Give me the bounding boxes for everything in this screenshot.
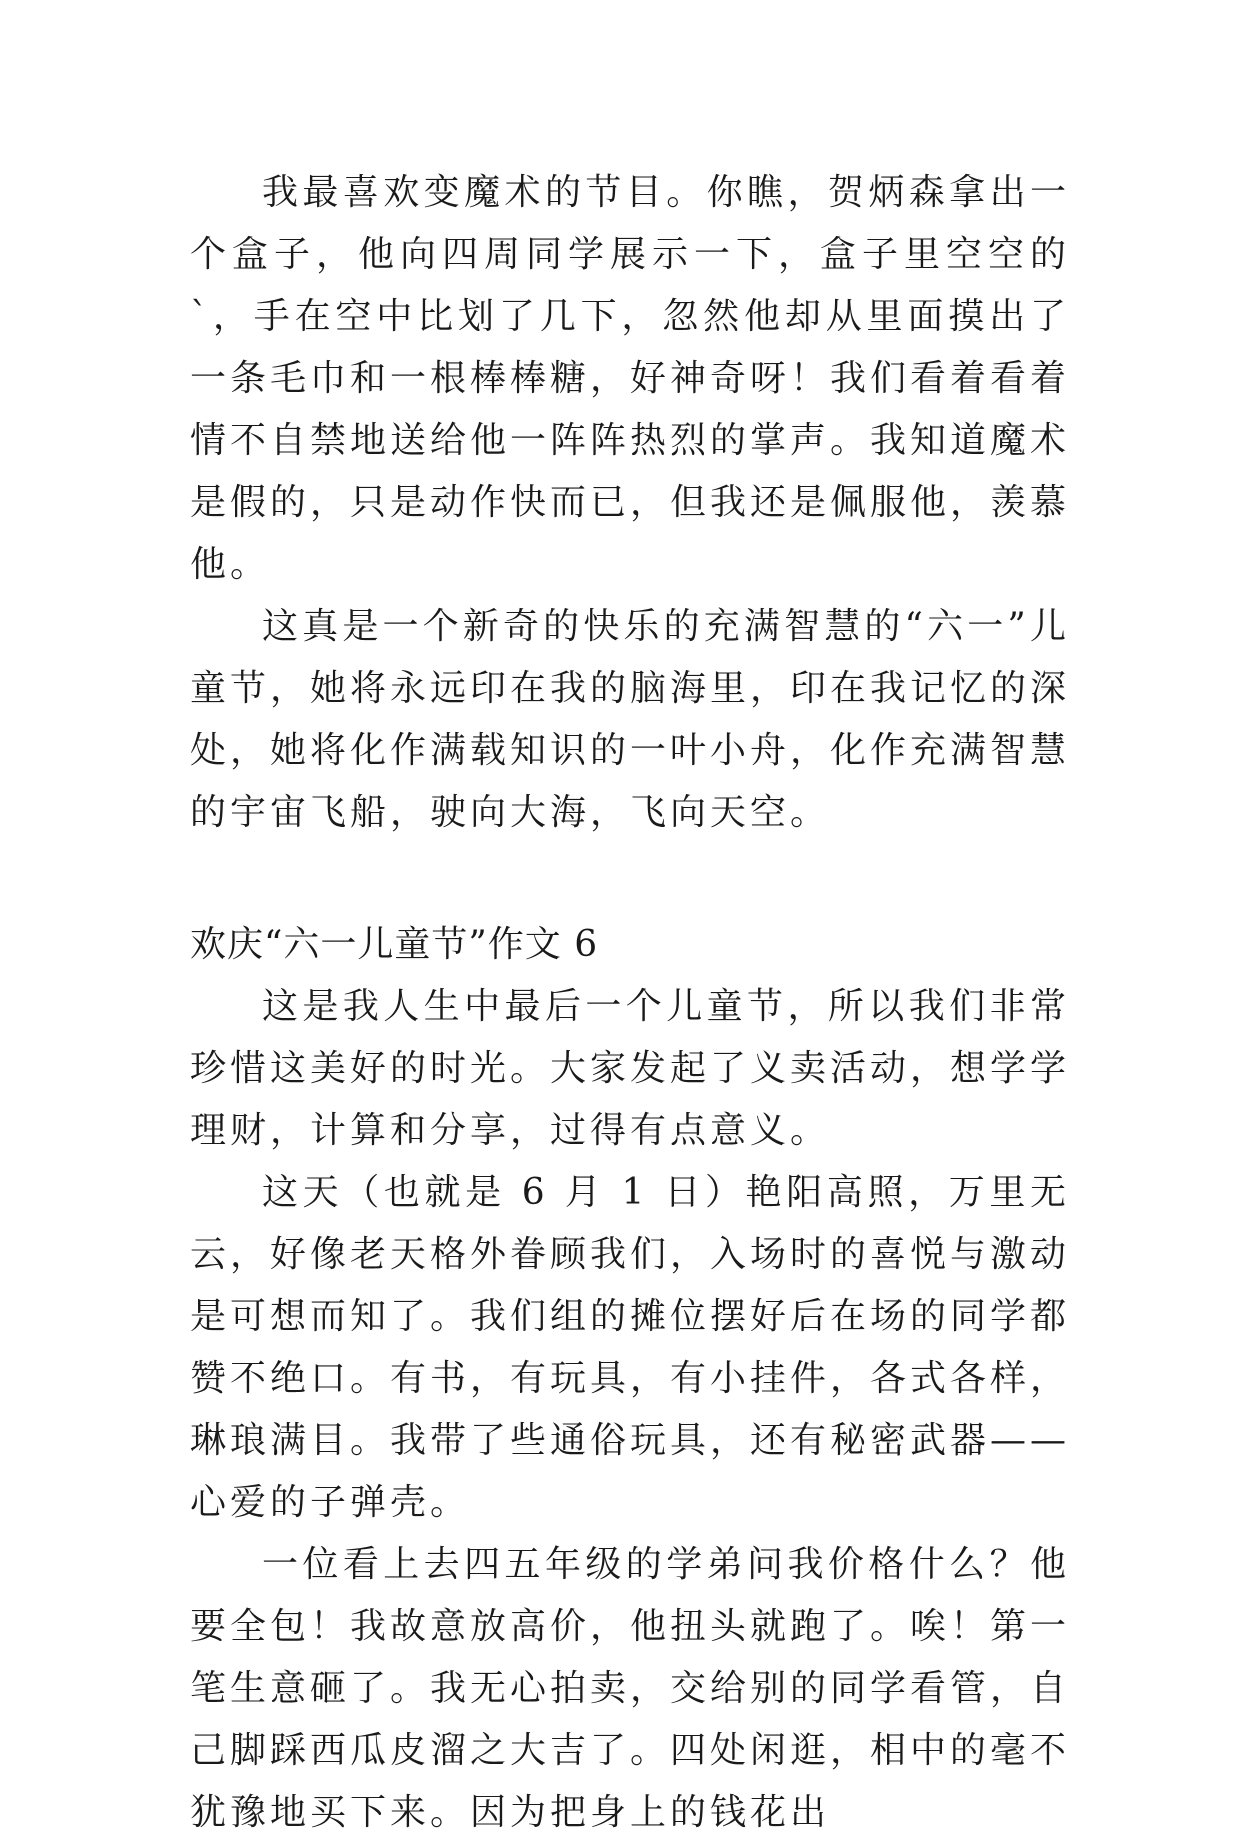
section-title: 欢庆“六一儿童节”作文 6 — [190, 924, 599, 965]
paragraph-first-sale: 一位看上去四五年级的学弟问我价格什么？他要全包！我故意放高价，他扭头就跑了。唉！第一笔生意砸了。我无心拍卖，交给别的同学看管，自己脚踩西瓜皮溜之大吉了。四处闲逛，相中的毫不犹豫地买下来。因为把身上的钱花出 — [190, 1544, 1071, 1833]
paragraph-magic-show: 我最喜欢变魔术的节目。你瞧，贺炳森拿出一个盒子，他向四周同学展示一下，盒子里空空的`，手在空中比划了几下，忽然他却从里面摸出了一条毛巾和一根棒棒糖，好神奇呀！我们看着看着情不自禁地送给他一阵阵热烈的掌声。我知道魔术是假的，只是动作快而已，但我还是佩服他，羡慕他。 — [190, 172, 1071, 585]
paragraph-june-first: 这天（也就是 6 月 1 日）艳阳高照，万里无云，好像老天格外眷顾我们，入场时的喜悦与激动是可想而知了。我们组的摊位摆好后在场的同学都赞不绝口。有书，有玩具，有小挂件，各式各样，琳琅满目。我带了些通俗玩具，还有秘密武器——心爱的子弹壳。 — [190, 1172, 1071, 1523]
section-spacer — [190, 844, 1070, 914]
paragraph-last-childrens-day: 这是我人生中最后一个儿童节，所以我们非常珍惜这美好的时光。大家发起了义卖活动，想学学理财，计算和分享，过得有点意义。 — [190, 986, 1071, 1151]
paragraph-childrens-day-summary: 这真是一个新奇的快乐的充满智慧的“六一”儿童节，她将永远印在我的脑海里，印在我记忆的深处，她将化作满载知识的一叶小舟，化作充满智慧的宇宙飞船，驶向大海，飞向天空。 — [190, 606, 1071, 833]
document-body — [190, 162, 1070, 1844]
